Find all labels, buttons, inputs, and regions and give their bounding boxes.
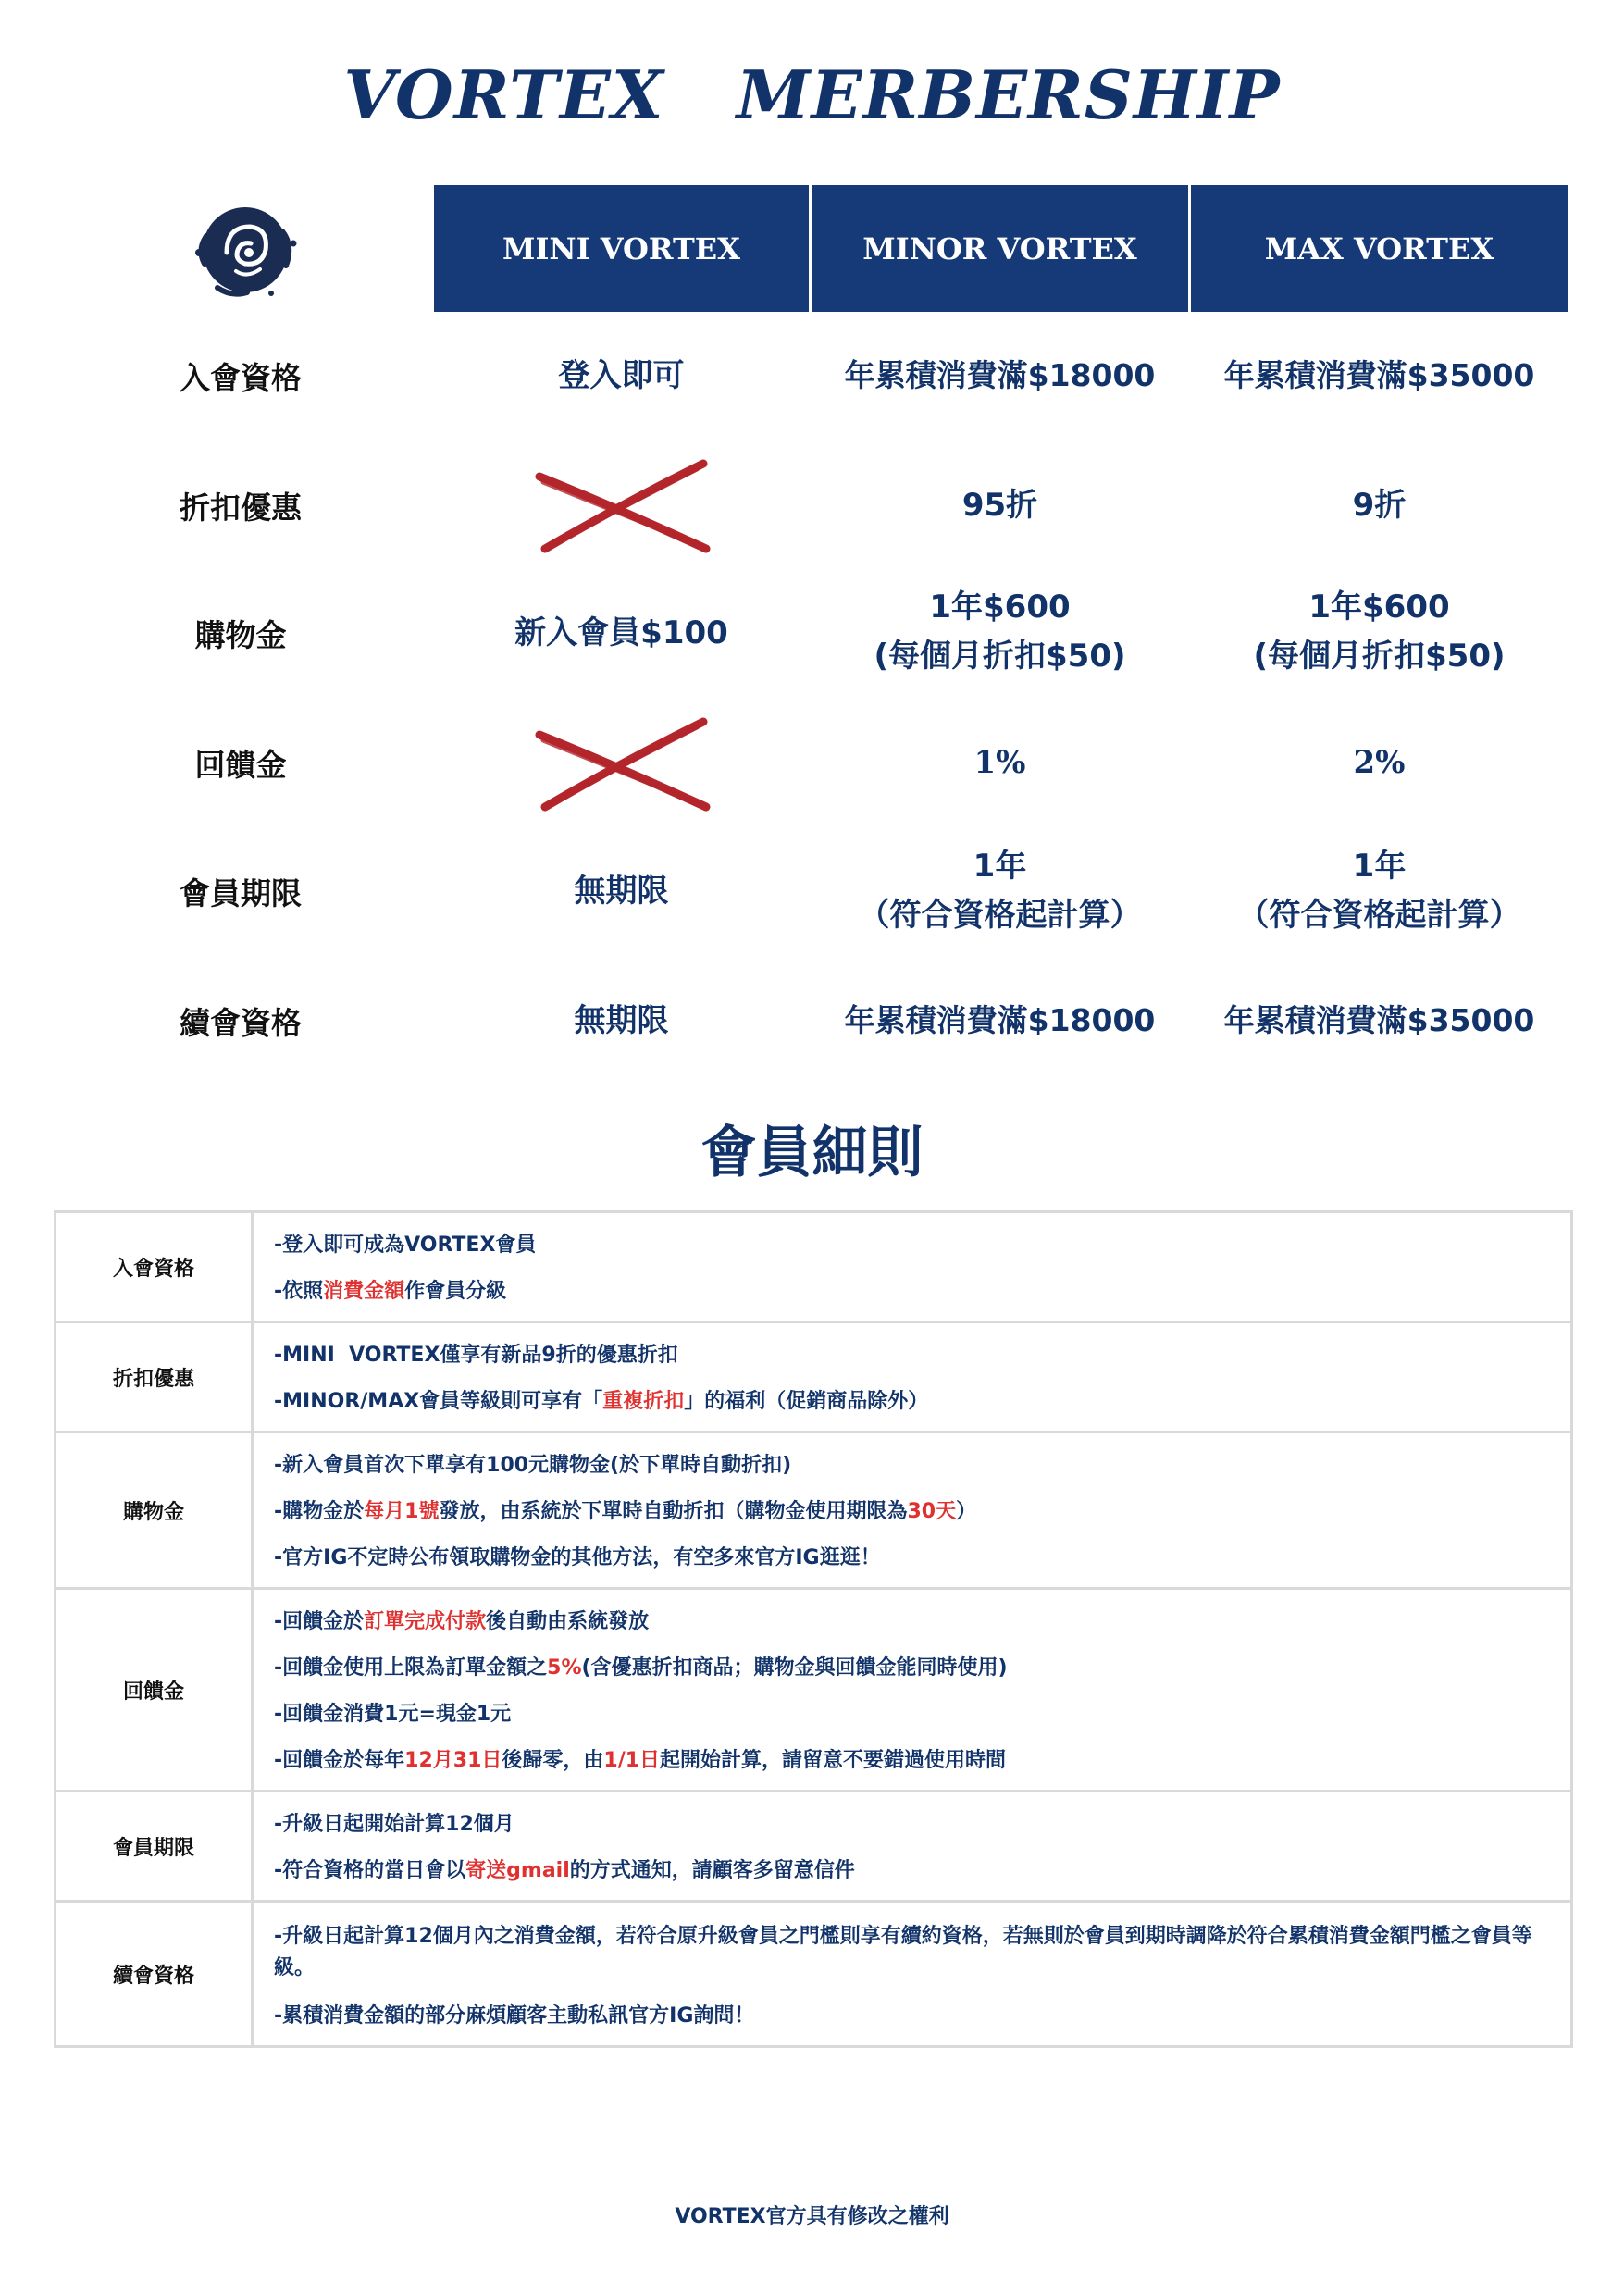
rules-label: 購物金 <box>56 1433 254 1587</box>
rule-line: -回饋金於每年12月31日後歸零，由1/1日起開始計算，請留意不要錯過使用時間 <box>274 1749 1007 1772</box>
max-period-line1: 1年 <box>1352 848 1407 885</box>
mini-period: 無期限 <box>574 873 669 910</box>
rules-table <box>54 1210 1573 2048</box>
rules-row-cashback <box>56 1590 1570 1792</box>
rule-line: -MINI VORTEX僅享有新品9折的優惠折扣 <box>274 1344 678 1367</box>
rule-line: -依照消費金額作會員分級 <box>274 1280 507 1303</box>
minor-credit-line1: 1年$600 <box>929 589 1071 626</box>
page-title: VORTEX MERBERSHIP <box>343 56 1281 134</box>
tier-header-minor: MINOR VORTEX <box>812 185 1188 312</box>
rules-label: 會員期限 <box>56 1792 254 1900</box>
footer-note: VORTEX官方具有修改之權利 <box>675 2205 949 2228</box>
minor-discount: 95折 <box>961 487 1038 524</box>
rule-line: -累積消費金額的部分麻煩顧客主動私訊官方IG詢問！ <box>274 2004 755 2027</box>
cross-mark-icon <box>532 456 717 558</box>
rules-label: 回饋金 <box>56 1590 254 1790</box>
rule-line: -回饋金於訂單完成付款後自動由系統發放 <box>274 1610 650 1633</box>
minor-period-line1: 1年 <box>973 848 1027 885</box>
row-label-cashback: 回饋金 <box>194 747 287 783</box>
rule-line: -購物金於每月1號發放，由系統於下單時自動折扣（購物金使用期限為30天） <box>274 1500 977 1523</box>
max-cashback: 2% <box>1353 744 1406 781</box>
max-credit-line2: (每個月折扣$50) <box>1253 638 1506 675</box>
max-credit-line1: 1年$600 <box>1308 589 1450 626</box>
rule-line: -回饋金消費1元=現金1元 <box>274 1703 512 1726</box>
row-label-period: 會員期限 <box>180 875 302 911</box>
minor-period-line2: （符合資格起計算） <box>858 897 1142 934</box>
max-discount: 9折 <box>1352 487 1407 524</box>
mini-credit: 新入會員$100 <box>514 614 728 651</box>
rule-line: -升級日起開始計算12個月 <box>274 1813 514 1836</box>
minor-credit-line2: (每個月折扣$50) <box>874 638 1126 675</box>
rule-line: -升級日起計算12個月內之消費金額，若符合原升級會員之門檻則享有續約資格，若無則於會員到期時調降於符合累積消費金額門檻之會員等級。 <box>274 1925 1532 1979</box>
rules-label: 續會資格 <box>56 1903 254 2045</box>
vortex-logo-icon <box>190 199 301 301</box>
rules-row-renewal <box>56 1903 1570 2045</box>
cross-mark-icon <box>532 714 717 816</box>
rules-row-credit <box>56 1433 1570 1590</box>
rules-title: 會員細則 <box>700 1121 924 1185</box>
tier-header-max: MAX VORTEX <box>1191 185 1568 312</box>
row-label-credit: 購物金 <box>194 617 287 653</box>
rule-line: -新入會員首次下單享有100元購物金(於下單時自動折扣) <box>274 1454 792 1477</box>
rules-label: 折扣優惠 <box>56 1323 254 1431</box>
mini-renewal: 無期限 <box>574 1002 669 1039</box>
max-renewal: 年累積消費滿$35000 <box>1223 1002 1535 1038</box>
rules-row-eligibility <box>56 1213 1570 1323</box>
rules-row-discount <box>56 1323 1570 1433</box>
minor-eligibility: 年累積消費滿$18000 <box>844 357 1156 393</box>
rule-line: -符合資格的當日會以寄送gmail的方式通知，請顧客多留意信件 <box>274 1859 855 1882</box>
max-eligibility: 年累積消費滿$35000 <box>1223 357 1535 393</box>
rule-line: -MINOR/MAX會員等級則可享有「重複折扣」的福利（促銷商品除外） <box>274 1390 929 1413</box>
rule-line: -回饋金使用上限為訂單金額之5%(含優惠折扣商品；購物金與回饋金能同時使用) <box>274 1656 1008 1680</box>
minor-cashback: 1% <box>973 744 1026 781</box>
rule-line: -官方IG不定時公布領取購物金的其他方法，有空多來官方IG逛逛！ <box>274 1546 881 1569</box>
row-label-discount: 折扣優惠 <box>180 490 302 526</box>
mini-eligibility: 登入即可 <box>558 357 685 394</box>
tier-header-mini: MINI VORTEX <box>434 185 809 312</box>
row-label-renewal: 續會資格 <box>180 1005 302 1041</box>
minor-renewal: 年累積消費滿$18000 <box>844 1002 1156 1038</box>
row-label-eligibility: 入會資格 <box>180 360 302 396</box>
rule-line: -登入即可成為VORTEX會員 <box>274 1234 537 1257</box>
rules-label: 入會資格 <box>56 1213 254 1321</box>
rules-row-period <box>56 1792 1570 1903</box>
max-period-line2: （符合資格起計算） <box>1237 897 1521 934</box>
